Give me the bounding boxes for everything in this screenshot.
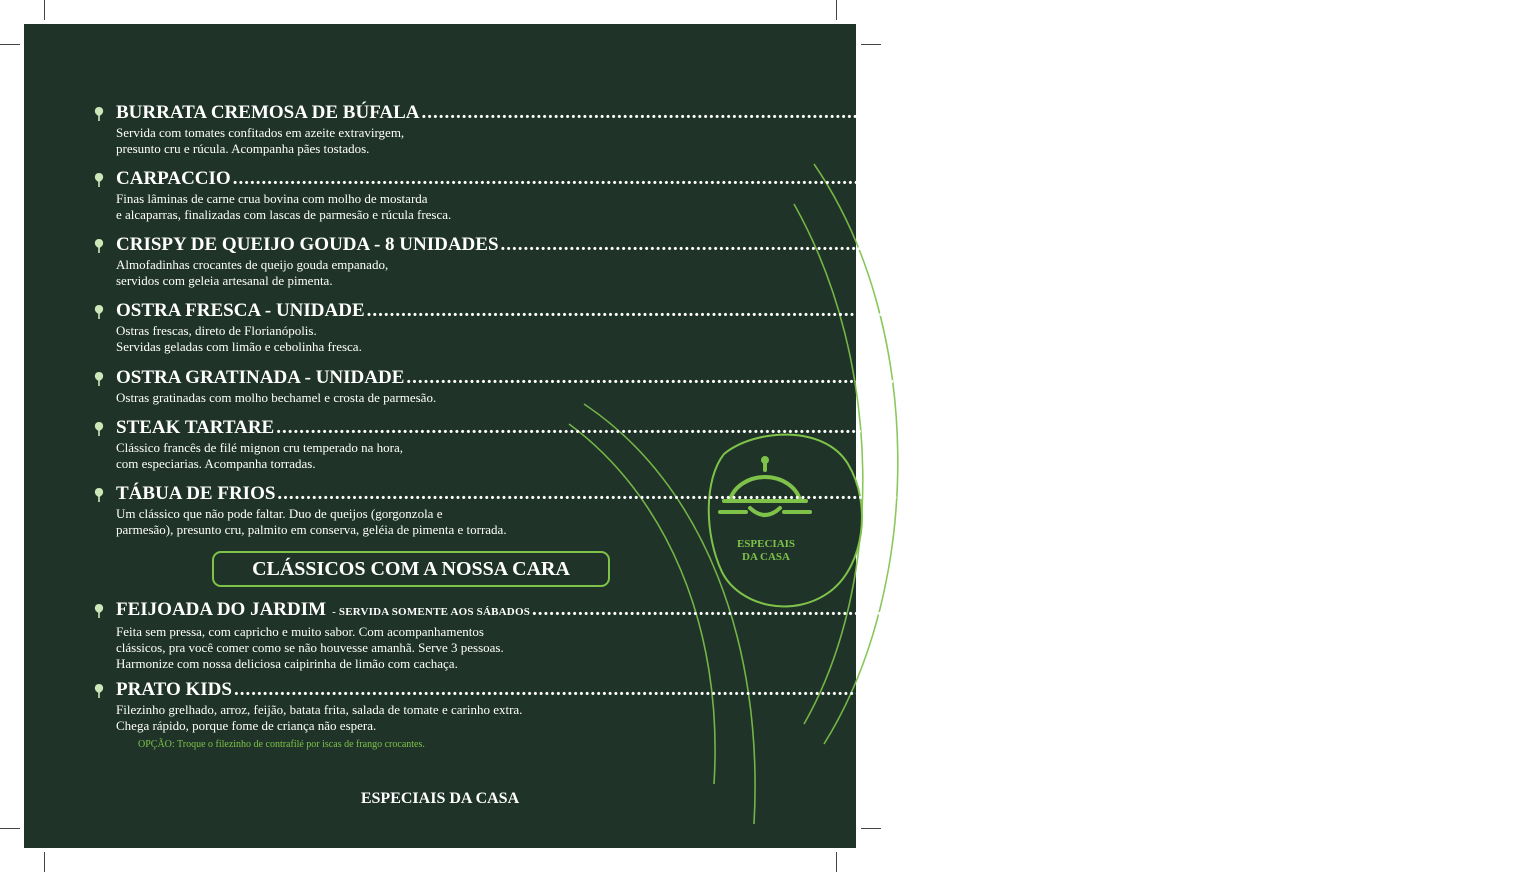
menu-item — [116, 599, 1534, 672]
item-name: TÁBUA DE FRIOS — [116, 483, 276, 504]
leader-dots: ................................................................................................................................................................ — [232, 168, 1153, 189]
crop-mark — [0, 828, 20, 829]
desc-line: Almofadinhas crocantes de queijo gouda empanado, — [116, 257, 389, 272]
desc-line: Ostras gratinadas com molho bechamel e crosta de parmesão. — [116, 390, 437, 405]
desc-line: servidos com geleia artesanal de pimenta. — [116, 273, 333, 288]
item-name: STEAK TARTARE — [116, 417, 275, 438]
leader-dots: ................................................................................................................................................................ — [276, 417, 1197, 438]
item-price: R$ 45,90 — [1422, 234, 1494, 255]
desc-line: Servida com tomates confitados em azeite extravirgem, — [116, 125, 405, 140]
item-price: R$ 12,90 — [1288, 300, 1360, 321]
crop-mark — [44, 852, 45, 872]
item-name: CRISPY DE QUEIJO GOUDA - 8 UNIDADES — [116, 234, 499, 255]
item-name: FEIJOADA DO JARDIM — [116, 599, 327, 620]
item-description — [116, 125, 716, 157]
item-subtitle: - SERVIDA SOMENTE AOS SÁBADOS — [332, 606, 531, 618]
leader-dots: ................................................................................................................................................................ — [421, 102, 1342, 123]
desc-line: Clássico francês de filé mignon cru temperado na hora, — [116, 440, 403, 455]
item-description — [116, 506, 661, 538]
item-description — [116, 191, 716, 223]
desc-line: Servidas geladas com limão e cebolinha fresca. — [116, 339, 362, 354]
desc-line: com especiarias. Acompanha torradas. — [116, 456, 316, 471]
leader-dots: ................................................................................................................................................................ — [406, 367, 1327, 388]
item-description — [116, 624, 720, 672]
leaf-icon — [92, 371, 106, 387]
leader-dots: ................................................................................................................................................................ — [233, 679, 1154, 700]
menu-item — [116, 168, 1226, 223]
desc-line: Chega rápido, porque fome de criança não espera. — [116, 718, 377, 733]
desc-line: Feita sem pressa, com capricho e muito sabor. Com acompanhamentos — [116, 624, 484, 639]
desc-line: Um clássico que não pode faltar. Duo de queijos (gorgonzola e — [116, 506, 443, 521]
menu-item — [116, 483, 1271, 538]
crop-mark — [0, 44, 20, 45]
option-note: OPÇÃO: Troque o filezinho de contrafilé por iscas de frango crocantes. — [138, 739, 425, 750]
item-description — [116, 257, 716, 289]
item-description — [116, 702, 716, 734]
leaf-icon — [92, 487, 106, 503]
badge-blob — [709, 435, 862, 607]
menu-item — [116, 417, 1269, 472]
menu-item — [116, 234, 1494, 289]
leaf-icon — [92, 421, 106, 437]
leader-dots: ................................................................................................................................................................ — [277, 483, 1198, 504]
item-price: R$ 99,90 — [1199, 483, 1271, 504]
item-name: OSTRA FRESCA - UNIDADE — [116, 300, 365, 321]
item-price: R$ 59,90 — [1154, 168, 1226, 189]
leader-dots: ................................................................................................................................................................ — [532, 599, 1453, 620]
leader-dots: ................................................................................................................................................................ — [366, 300, 1287, 321]
badge-line-1: ESPECIAIS — [736, 538, 796, 550]
item-name: PRATO KIDS — [116, 679, 232, 700]
item-price: R$ 15,90 — [1328, 367, 1400, 388]
menu-page — [24, 24, 1534, 848]
leaf-icon — [92, 304, 106, 320]
desc-line: e alcaparras, finalizadas com lascas de parmesão e rúcula fresca. — [116, 207, 452, 222]
leaf-icon — [92, 238, 106, 254]
desc-line: parmesão), presunto cru, palmito em conserva, geléia de pimenta e torrada. — [116, 522, 507, 537]
desc-line: Harmonize com nossa deliciosa caipirinha de limão com cachaça. — [116, 656, 458, 671]
crop-mark — [44, 0, 45, 20]
leaf-icon — [92, 603, 106, 619]
leaf-icon — [92, 172, 106, 188]
specials-badge — [720, 538, 812, 564]
desc-line: Ostras frescas, direto de Florianópolis. — [116, 323, 317, 338]
leader-dots: ................................................................................................................................................................ — [500, 234, 1421, 255]
page-footer: ESPECIAIS DA CASA — [360, 790, 520, 807]
desc-line: clássicos, pra você comer como se não houvesse amanhã. Serve 3 pessoas. — [116, 640, 504, 655]
desc-line: Finas lâminas de carne crua bovina com molho de mostarda — [116, 191, 428, 206]
crop-mark — [861, 44, 881, 45]
item-name: OSTRA GRATINADA - UNIDADE — [116, 367, 405, 388]
item-price: R$ 39,90 — [1155, 679, 1227, 700]
item-description — [116, 390, 716, 406]
menu-item — [116, 102, 1415, 157]
menu-item — [116, 367, 1400, 406]
crop-mark — [836, 0, 837, 20]
desc-line: presunto cru e rúcula. Acompanha pães tostados. — [116, 141, 370, 156]
menu-item — [116, 300, 1360, 355]
item-price: R$ 89,90 — [1198, 417, 1269, 438]
badge-line-2: DA CASA — [742, 551, 790, 563]
item-price: R$ 129,90 — [1454, 599, 1534, 620]
item-name: BURRATA CREMOSA DE BÚFALA — [116, 102, 420, 123]
item-name: CARPACCIO — [116, 168, 231, 189]
crop-mark — [836, 852, 837, 872]
item-price: R$ 89,90 — [1343, 102, 1415, 123]
crop-mark — [861, 828, 881, 829]
leaf-icon — [92, 106, 106, 122]
item-description — [116, 440, 716, 472]
section-title: CLÁSSICOS COM A NOSSA CARA — [212, 551, 610, 587]
desc-line: Filezinho grelhado, arroz, feijão, batata frita, salada de tomate e carinho extra. — [116, 702, 523, 717]
menu-item — [116, 679, 1227, 734]
leaf-icon — [92, 683, 106, 699]
item-description — [116, 323, 716, 355]
